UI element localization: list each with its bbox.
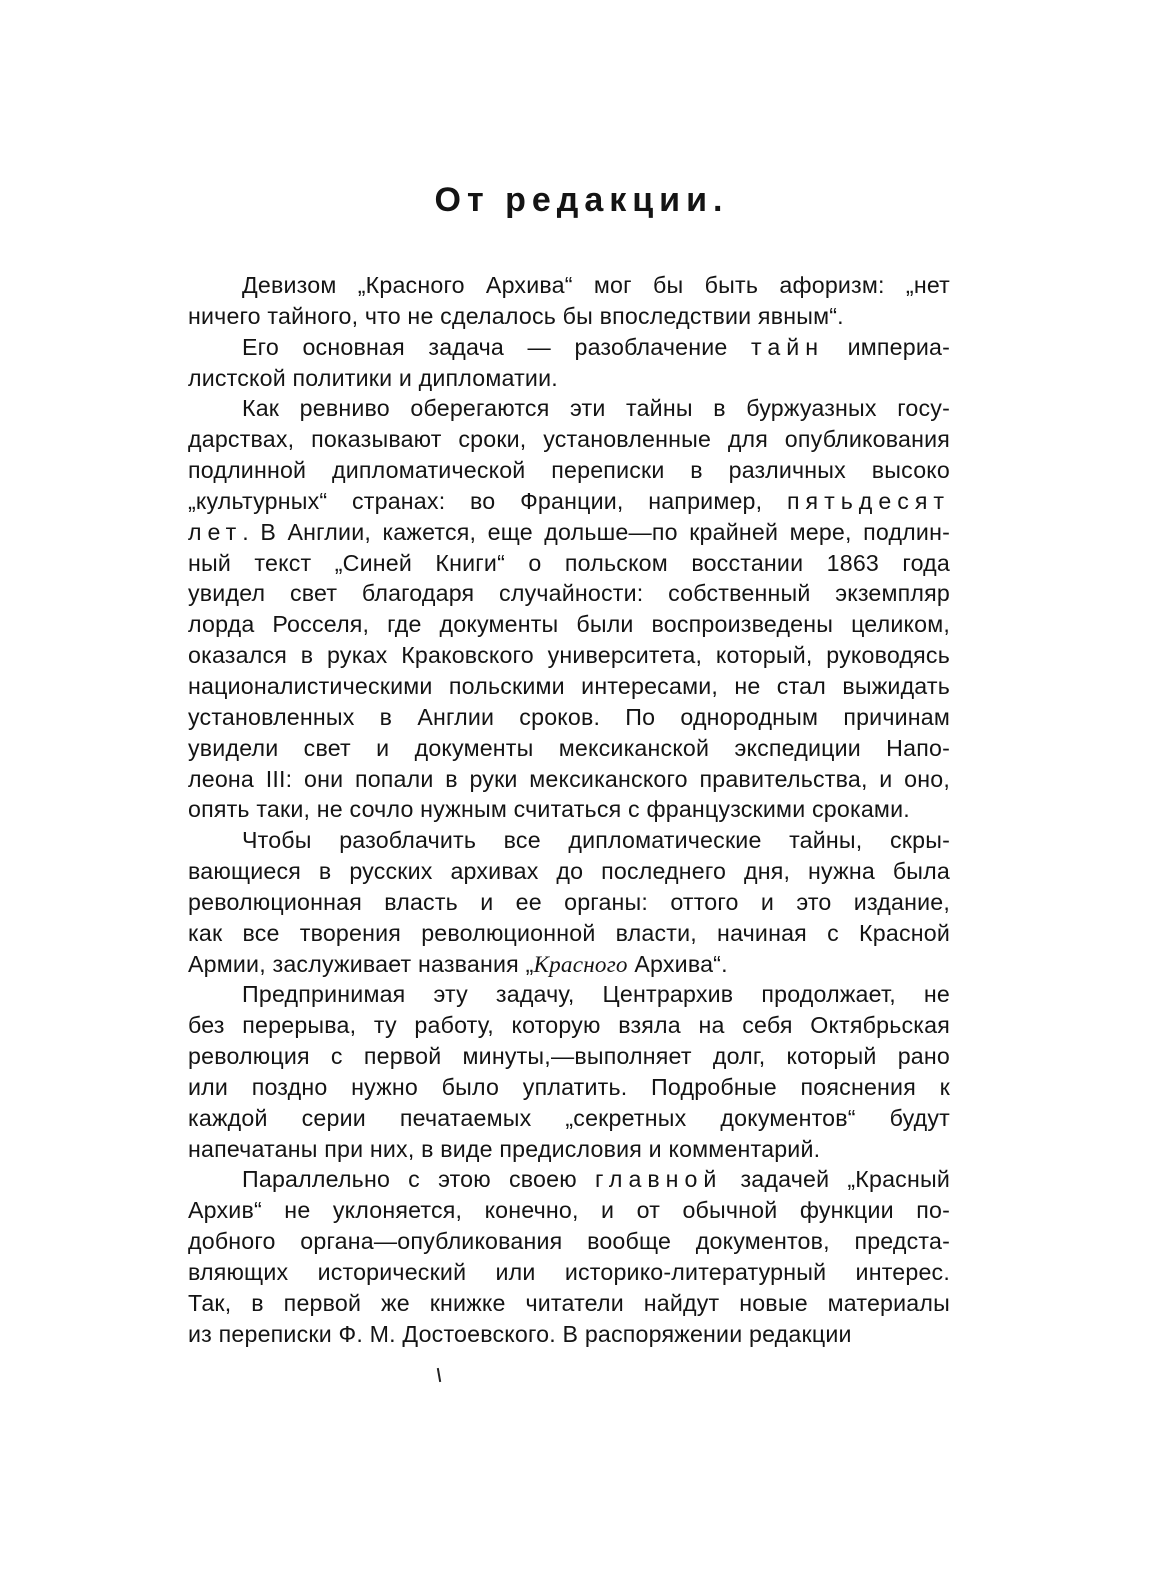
spaced-emphasis: тайн (751, 333, 825, 360)
text-line: националистическими польскими интересами, не стал выжидать (188, 672, 950, 699)
text-line: ничего тайного, что не сделалось бы впоследствии явным“. (188, 302, 844, 329)
paragraph (188, 270, 950, 332)
spaced-emphasis: главной (594, 1166, 723, 1193)
paragraph (188, 1164, 950, 1349)
text-line: вающиеся в русских архивах до последнего дня, нужна была (188, 858, 950, 885)
text-line: из переписки Ф. М. Достоевского. В распоряжении редакции (188, 1320, 852, 1347)
text-line: установленных в Англии сроков. По однородным причинам (188, 703, 950, 730)
text-line: напечатаны при них, в виде предисловия и комментарий. (188, 1135, 821, 1162)
text-line: Параллельно с этою своею главной задачей „Красный (242, 1166, 950, 1193)
text-line: увидел свет благодаря случайности: собственный экземпляр (188, 580, 950, 607)
text-line: ный текст „Синей Книги“ о польском восстании 1863 года (188, 549, 950, 576)
stray-ink-mark (437, 1368, 441, 1382)
text-line: лорда Росселя, где документы были воспроизведены целиком, (188, 611, 950, 638)
text-line: или поздно нужно было уплатить. Подробные пояснения к (188, 1073, 950, 1100)
paragraph (188, 825, 950, 979)
text-line: оказался в руках Краковского университета, который, руководясь (188, 642, 950, 669)
text-line: листской политики и дипломатии. (188, 364, 558, 391)
text-line: как все творения революционной власти, начиная с Красной (188, 919, 950, 946)
text-line: Предпринимая эту задачу, Центрархив продолжает, не (242, 981, 950, 1008)
text-line: дарствах, показывают сроки, установленные для опубликования (188, 426, 950, 453)
text-line: подлинной дипломатической переписки в различных высоко (188, 457, 950, 484)
paragraph (188, 393, 950, 825)
text-line: добного органа—опубликования вообще документов, предста- (188, 1228, 950, 1255)
italic-emphasis: Красного (533, 951, 628, 978)
text-line: Так, в первой же книжке читатели найдут новые материалы (188, 1289, 950, 1316)
text-line: Армии, заслуживает названия „Красного Архива“. (188, 950, 728, 978)
text-line: леона III: они попали в руки мексиканского правительства, и оно, (188, 765, 950, 792)
page-title: От редакции. (434, 181, 729, 219)
text-line: без перерыва, ту работу, которую взяла на себя Октябрьская (188, 1012, 950, 1039)
text-line: опять таки, не сочло нужным считаться с французскими сроками. (188, 796, 910, 823)
text-line: „культурных“ странах: во Франции, например, пятьдесят (188, 487, 950, 514)
paragraph (188, 332, 950, 394)
text-line: Чтобы разоблачить все дипломатические тайны, скры- (242, 827, 950, 854)
text-line: каждой серии печатаемых „секретных документов“ будут (188, 1104, 950, 1131)
text-line: вляющих исторический или историко-литературный интерес. (188, 1259, 950, 1285)
text-line: лет. В Англии, кажется, еще дольше—по крайней мере, подлин- (188, 518, 950, 545)
text-line: Архив“ не уклоняется, конечно, и от обычной функции по- (188, 1197, 950, 1224)
paragraph (188, 979, 950, 1164)
body-text (188, 270, 950, 1350)
text-line: увидели свет и документы мексиканской экспедиции Напо- (188, 734, 950, 761)
text-line: Девизом „Красного Архива“ мог бы быть афоризм: „нет (242, 272, 950, 298)
text-line: революция с первой минуты,—выполняет долг, который рано (188, 1043, 950, 1070)
spaced-emphasis: пятьдесят (786, 487, 950, 514)
text-line: Его основная задача — разоблачение тайн империа- (242, 333, 950, 360)
text-line: Как ревниво оберегаются эти тайны в буржуазных госу- (242, 395, 950, 422)
text-line: революционная власть и ее органы: оттого и это издание, (188, 888, 950, 915)
spaced-emphasis: лет (188, 518, 243, 545)
